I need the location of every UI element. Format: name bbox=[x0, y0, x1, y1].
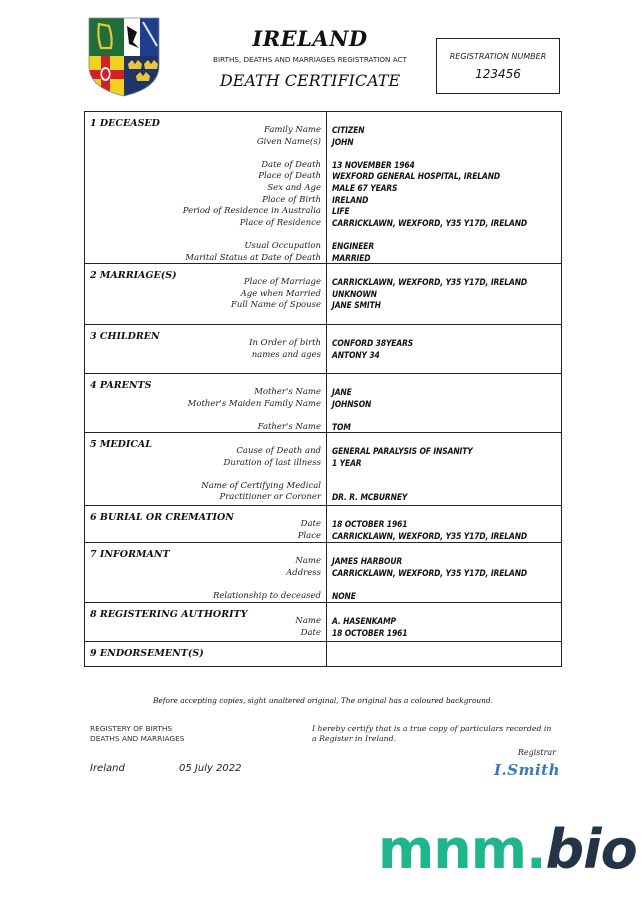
field-label: Date bbox=[300, 627, 321, 638]
section-values-cell bbox=[327, 603, 561, 641]
field-label: Given Name(s) bbox=[256, 136, 321, 147]
section-labels-cell bbox=[85, 543, 327, 602]
field-label: Place of Birth bbox=[262, 194, 321, 205]
act-subtitle: BIRTHS, DEATHS AND MARRIAGES REGISTRATION ACT bbox=[213, 55, 407, 64]
issue-date: 05 July 2022 bbox=[179, 763, 242, 774]
field-label: Relationship to deceased bbox=[212, 590, 321, 601]
section-labels-cell bbox=[85, 325, 327, 373]
registrar-signature: I.Smith bbox=[494, 761, 560, 779]
registration-number-label: REGISTRATION NUMBER bbox=[449, 52, 547, 61]
field-label: Place of Death bbox=[258, 171, 321, 182]
field-value: IRELAND bbox=[332, 194, 369, 205]
field-value: JOHNSON bbox=[332, 398, 372, 409]
field-value: CARRICKLAWN, WEXFORD, Y35 Y17D, IRELAND bbox=[332, 530, 528, 541]
section-labels-cell bbox=[85, 374, 327, 432]
field-label: Cause of Death and bbox=[236, 446, 321, 456]
field-value: CONFORD 38YEARS bbox=[332, 338, 414, 348]
field-value: ANTONY 34 bbox=[332, 349, 380, 360]
section-row bbox=[85, 112, 561, 264]
field-value bbox=[332, 469, 556, 481]
field-value bbox=[332, 481, 556, 493]
field-label: In Order of birth bbox=[249, 338, 321, 348]
field-value: MALE 67 YEARS bbox=[332, 182, 398, 193]
section-row bbox=[85, 642, 561, 666]
field-label: Period of Residence in Australia bbox=[182, 206, 321, 217]
field-value: JANE SMITH bbox=[332, 300, 381, 311]
section-row bbox=[85, 264, 561, 325]
field-value: CITIZEN bbox=[332, 125, 365, 135]
field-value: CARRICKLAWN, WEXFORD, Y35 Y17D, IRELAND bbox=[332, 567, 528, 578]
field-label: Name of Certifying Medical bbox=[201, 480, 321, 491]
field-value: JOHN bbox=[332, 136, 354, 147]
section-row bbox=[85, 433, 561, 506]
country-title: IRELAND bbox=[252, 26, 368, 51]
section-labels-cell bbox=[85, 433, 327, 505]
field-value bbox=[332, 148, 556, 160]
field-label: Usual Occupation bbox=[244, 240, 321, 251]
registration-number-box bbox=[436, 38, 560, 94]
section-heading: 2 MARRIAGE(S) bbox=[90, 270, 177, 281]
section-heading: 6 BURIAL OR CREMATION bbox=[90, 512, 234, 523]
field-label: Address bbox=[286, 567, 321, 578]
field-value bbox=[332, 410, 556, 422]
field-value: GENERAL PARALYSIS OF INSANITY bbox=[332, 446, 473, 456]
section-labels-cell bbox=[85, 642, 327, 666]
field-value: A. HASENKAMP bbox=[332, 616, 396, 626]
section-heading: 5 MEDICAL bbox=[90, 439, 152, 450]
field-value: CARRICKLAWN, WEXFORD, Y35 Y17D, IRELAND bbox=[332, 217, 528, 228]
section-values-cell bbox=[327, 325, 561, 373]
section-heading: 7 INFORMANT bbox=[90, 549, 170, 560]
section-heading: 1 DECEASED bbox=[90, 118, 160, 129]
section-values-cell bbox=[327, 433, 561, 505]
certificate-table bbox=[84, 111, 562, 667]
field-value: 1 YEAR bbox=[332, 457, 362, 468]
field-label: Place of Marriage bbox=[243, 277, 321, 287]
field-value bbox=[332, 229, 556, 241]
authenticity-note: Before accepting copies, sight unaltered original, The original has a coloured background. bbox=[152, 696, 494, 705]
field-label bbox=[90, 410, 321, 422]
field-label: Date bbox=[300, 519, 321, 529]
section-values-cell bbox=[327, 112, 561, 263]
field-value: 18 OCTOBER 1961 bbox=[332, 519, 408, 529]
registry-name bbox=[90, 724, 184, 744]
certification-statement: I hereby certify that is a true copy of particulars recorded in a Register in Ireland. bbox=[312, 724, 552, 743]
registry-line-1: REGISTERY OF BIRTHS bbox=[90, 724, 173, 733]
section-row bbox=[85, 603, 561, 642]
field-label bbox=[90, 469, 321, 481]
registration-number-value: 123456 bbox=[475, 67, 521, 81]
field-label: Place of Residence bbox=[239, 217, 321, 228]
section-values-cell bbox=[327, 506, 561, 542]
field-label: Mother's Name bbox=[254, 387, 321, 397]
section-heading: 4 PARENTS bbox=[90, 380, 152, 391]
field-label: Date of Death bbox=[261, 159, 321, 170]
field-label bbox=[90, 148, 321, 160]
field-label bbox=[90, 229, 321, 241]
field-label bbox=[90, 579, 321, 591]
issue-place: Ireland bbox=[90, 763, 125, 774]
field-value: DR. R. MCBURNEY bbox=[332, 492, 408, 503]
field-value: TOM bbox=[332, 421, 351, 432]
field-label: Mother's Maiden Family Name bbox=[187, 398, 321, 409]
section-labels-cell bbox=[85, 264, 327, 324]
field-value bbox=[332, 579, 556, 591]
watermark-part-1: mnm. bbox=[378, 818, 546, 881]
section-heading: 3 CHILDREN bbox=[90, 331, 160, 342]
section-values-cell bbox=[327, 543, 561, 602]
section-row bbox=[85, 374, 561, 433]
field-label: Name bbox=[295, 556, 321, 566]
field-value: UNKNOWN bbox=[332, 288, 377, 299]
field-value: MARRIED bbox=[332, 252, 371, 263]
field-value: ENGINEER bbox=[332, 240, 375, 251]
field-label: Place bbox=[297, 530, 321, 541]
field-label: Sex and Age bbox=[267, 182, 321, 193]
section-labels-cell bbox=[85, 506, 327, 542]
watermark-logo bbox=[378, 818, 637, 882]
section-labels-cell bbox=[85, 112, 327, 263]
field-value: WEXFORD GENERAL HOSPITAL, IRELAND bbox=[332, 171, 501, 182]
section-values-cell bbox=[327, 642, 561, 666]
section-values-cell bbox=[327, 264, 561, 324]
field-value: CARRICKLAWN, WEXFORD, Y35 Y17D, IRELAND bbox=[332, 277, 528, 287]
field-label: Family Name bbox=[264, 125, 321, 135]
field-label: Practitioner or Coroner bbox=[219, 492, 321, 503]
section-heading: 8 REGISTERING AUTHORITY bbox=[90, 609, 248, 620]
registry-line-2: DEATHS AND MARRIAGES bbox=[90, 734, 185, 743]
field-label: Full Name of Spouse bbox=[230, 300, 321, 311]
field-label: Name bbox=[295, 616, 321, 626]
section-row bbox=[85, 506, 561, 543]
field-value: LIFE bbox=[332, 206, 350, 217]
section-heading: 9 ENDORSEMENT(S) bbox=[90, 648, 204, 659]
field-label: names and ages bbox=[251, 349, 321, 360]
registrar-label: Registrar bbox=[517, 748, 556, 757]
ireland-coat-of-arms-icon bbox=[87, 16, 161, 98]
watermark-part-2: bio bbox=[545, 818, 637, 881]
field-label: Age when Married bbox=[240, 288, 321, 299]
section-row bbox=[85, 543, 561, 603]
section-values-cell bbox=[327, 374, 561, 432]
certificate-title: DEATH CERTIFICATE bbox=[219, 71, 401, 90]
section-row bbox=[85, 325, 561, 374]
field-value: JAMES HARBOUR bbox=[332, 556, 403, 566]
field-value: 13 NOVEMBER 1964 bbox=[332, 159, 415, 170]
field-value: 18 OCTOBER 1961 bbox=[332, 627, 408, 638]
field-value: NONE bbox=[332, 590, 356, 601]
field-value: JANE bbox=[332, 387, 352, 397]
section-labels-cell bbox=[85, 603, 327, 641]
field-label: Father's Name bbox=[257, 421, 321, 432]
field-label: Marital Status at Date of Death bbox=[185, 252, 321, 263]
field-label: Duration of last illness bbox=[223, 457, 321, 468]
